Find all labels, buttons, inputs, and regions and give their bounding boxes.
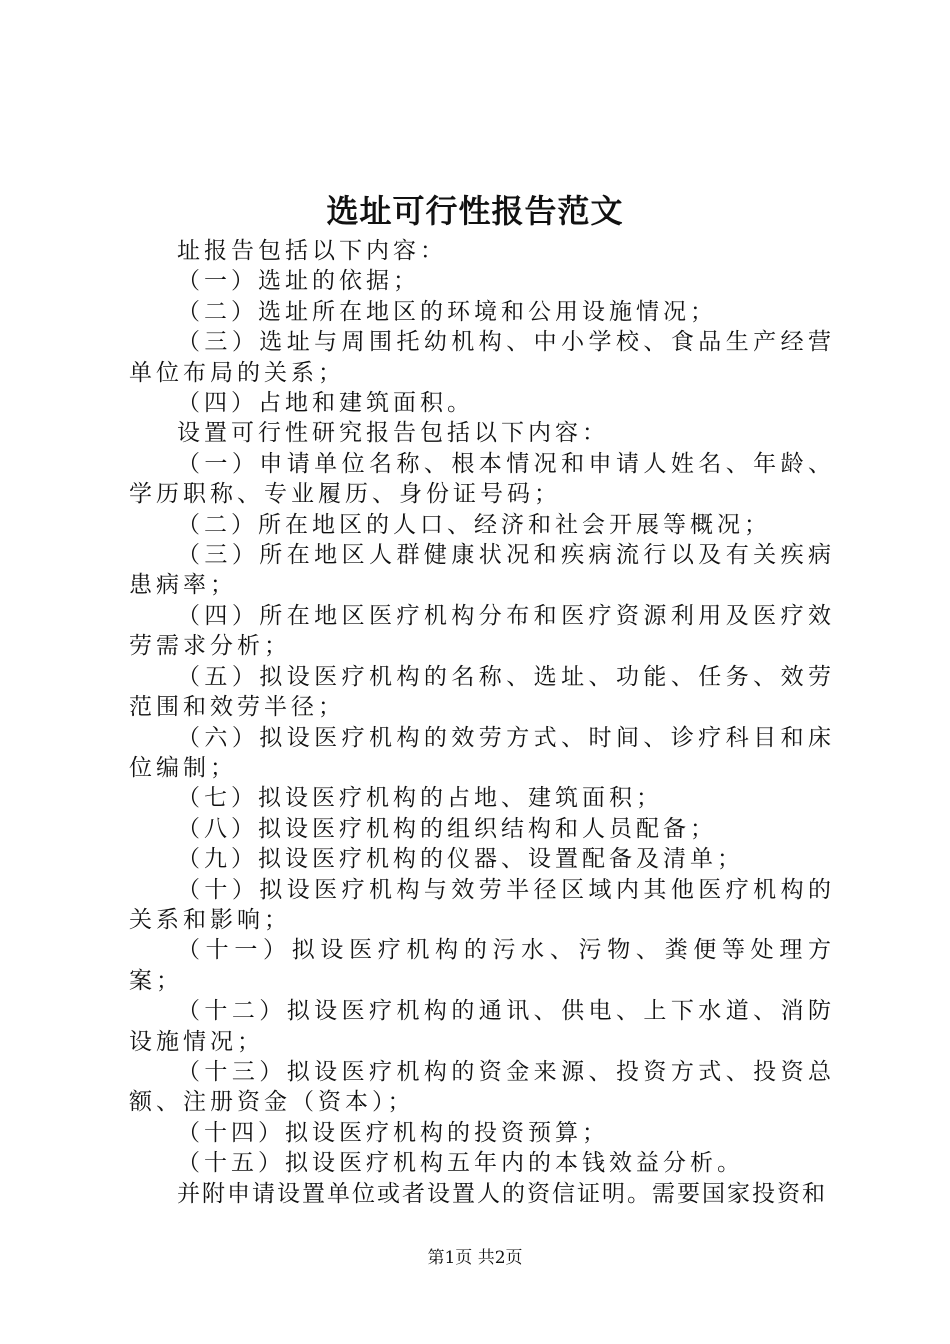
document-body	[129, 236, 835, 1209]
paragraph: （七）拟设医疗机构的占地、建筑面积；	[177, 785, 663, 812]
paragraph: 址报告包括以下内容：	[177, 238, 447, 264]
paragraph: （五）拟设医疗机构的名称、选址、功能、任务、效劳范围和效劳半径；	[129, 663, 835, 721]
paragraph: （六）拟设医疗机构的效劳方式、时间、诊疗科目和床位编制；	[129, 724, 835, 781]
paragraph: （四）所在地区医疗机构分布和医疗资源利用及医疗效劳需求分析；	[129, 602, 835, 660]
paragraph: 并附申请设置单位或者设置人的资信证明。需要国家投资和	[177, 1180, 827, 1207]
paragraph: （十五）拟设医疗机构五年内的本钱效益分析。	[177, 1150, 744, 1177]
paragraph: （十一）拟设医疗机构的污水、污物、粪便等处理方案；	[129, 937, 835, 994]
paragraph: （三）所在地区人群健康状况和疾病流行以及有关疾病患病率；	[129, 542, 835, 599]
paragraph: （二）选址所在地区的环境和公用设施情况；	[177, 298, 717, 325]
paragraph: （十二）拟设医疗机构的通讯、供电、上下水道、消防设施情况；	[129, 998, 835, 1055]
paragraph: （十三）拟设医疗机构的资金来源、投资方式、投资总额、注册资金（资本）；	[129, 1058, 835, 1116]
paragraph: （四）占地和建筑面积。	[177, 390, 474, 417]
paragraph: （一）选址的依据；	[177, 268, 420, 295]
paragraph: （二）所在地区的人口、经济和社会开展等概况；	[177, 511, 771, 538]
page-number-footer: 第1页 共2页	[427, 1248, 523, 1268]
paragraph: （十）拟设医疗机构与效劳半径区域内其他医疗机构的关系和影响；	[129, 876, 835, 933]
paragraph: （十四）拟设医疗机构的投资预算；	[177, 1119, 609, 1146]
paragraph: （九）拟设医疗机构的仪器、设置配备及清单；	[177, 846, 744, 873]
paragraph: （一）申请单位名称、根本情况和申请人姓名、年龄、学历职称、专业履历、身份证号码；	[129, 450, 835, 508]
document-title: 选址可行性报告范文	[326, 192, 624, 230]
paragraph: （八）拟设医疗机构的组织结构和人员配备；	[177, 815, 717, 842]
paragraph: （三）选址与周围托幼机构、中小学校、食品生产经营单位布局的关系；	[129, 329, 835, 386]
paragraph: 设置可行性研究报告包括以下内容：	[177, 420, 609, 447]
